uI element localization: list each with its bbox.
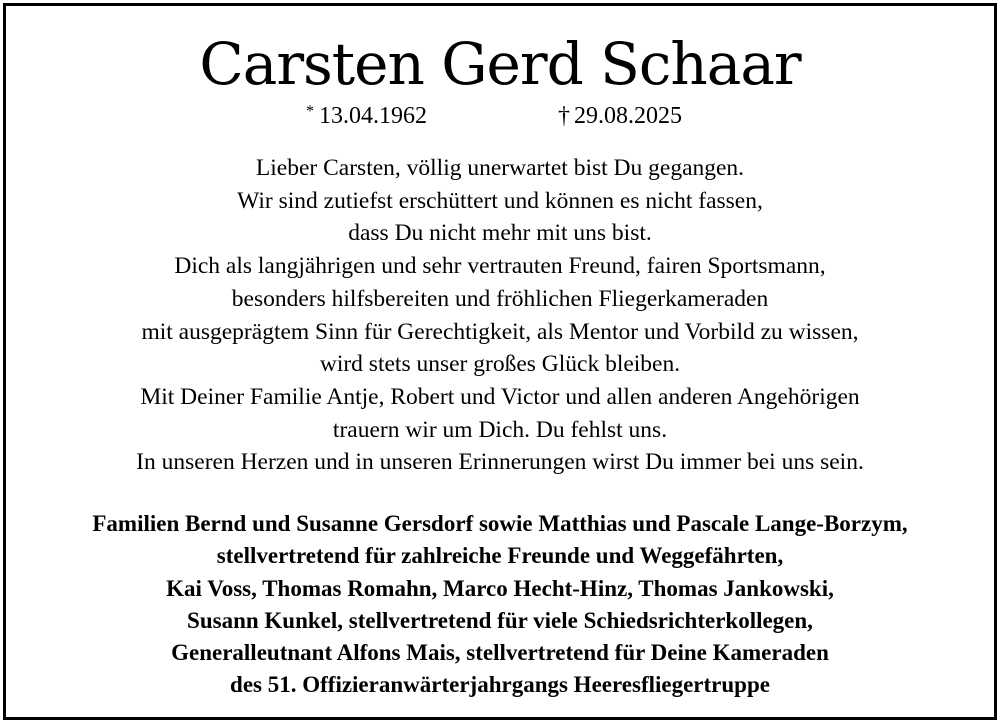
mourner-line: Susann Kunkel, stellvertretend für viele Schiedsrichterkollegen, xyxy=(187,607,813,633)
death-date: 29.08.2025 xyxy=(574,103,682,129)
message-line: trauern wir um Dich. Du fehlst uns. xyxy=(332,416,668,443)
message-line: Wir sind zutiefst erschüttert und können es nicht fassen, xyxy=(237,187,763,214)
death-date-group xyxy=(558,103,682,130)
message-line: Mit Deiner Familie Antje, Robert und Victor und allen anderen Angehörigen xyxy=(140,383,860,410)
mourner-line: des 51. Offizieranwärterjahrgangs Heeresfliegertruppe xyxy=(230,672,770,698)
message-line: In unseren Herzen und in unseren Erinnerungen wirst Du immer bei uns sein. xyxy=(136,449,864,476)
memorial-message xyxy=(6,152,994,479)
obituary-frame xyxy=(3,3,997,720)
message-line: dass Du nicht mehr mit uns bist. xyxy=(348,220,652,247)
birth-date-group xyxy=(306,103,427,130)
mourners-list xyxy=(6,508,994,702)
birth-date: 13.04.1962 xyxy=(319,103,427,129)
mourner-line: Generalleutnant Alfons Mais, stellvertretend für Deine Kameraden xyxy=(171,640,829,666)
mourner-line: Kai Voss, Thomas Romahn, Marco Hecht-Hinz, Thomas Jankowski, xyxy=(166,575,834,601)
message-line: wird stets unser großes Glück bleiben. xyxy=(319,351,681,378)
life-dates xyxy=(6,103,994,137)
deceased-name: Carsten Gerd Schaar xyxy=(199,30,801,98)
message-line: Lieber Carsten, völlig unerwartet bist Du gegangen. xyxy=(255,155,745,181)
message-line: mit ausgeprägtem Sinn für Gerechtigkeit, als Mentor und Vorbild zu wissen, xyxy=(141,318,859,345)
mourner-line: Familien Bernd und Susanne Gersdorf sowie Matthias und Pascale Lange-Borzym, xyxy=(92,511,908,536)
mourner-line: stellvertretend für zahlreiche Freunde und Weggefährten, xyxy=(216,543,784,569)
death-cross-icon: † xyxy=(558,103,570,129)
message-line: Dich als langjährigen und sehr vertrauten Freund, fairen Sportsmann, xyxy=(174,253,826,280)
message-line: besonders hilfsbereiten und fröhlichen Fliegerkameraden xyxy=(231,285,769,312)
birth-star-icon: * xyxy=(306,103,314,120)
